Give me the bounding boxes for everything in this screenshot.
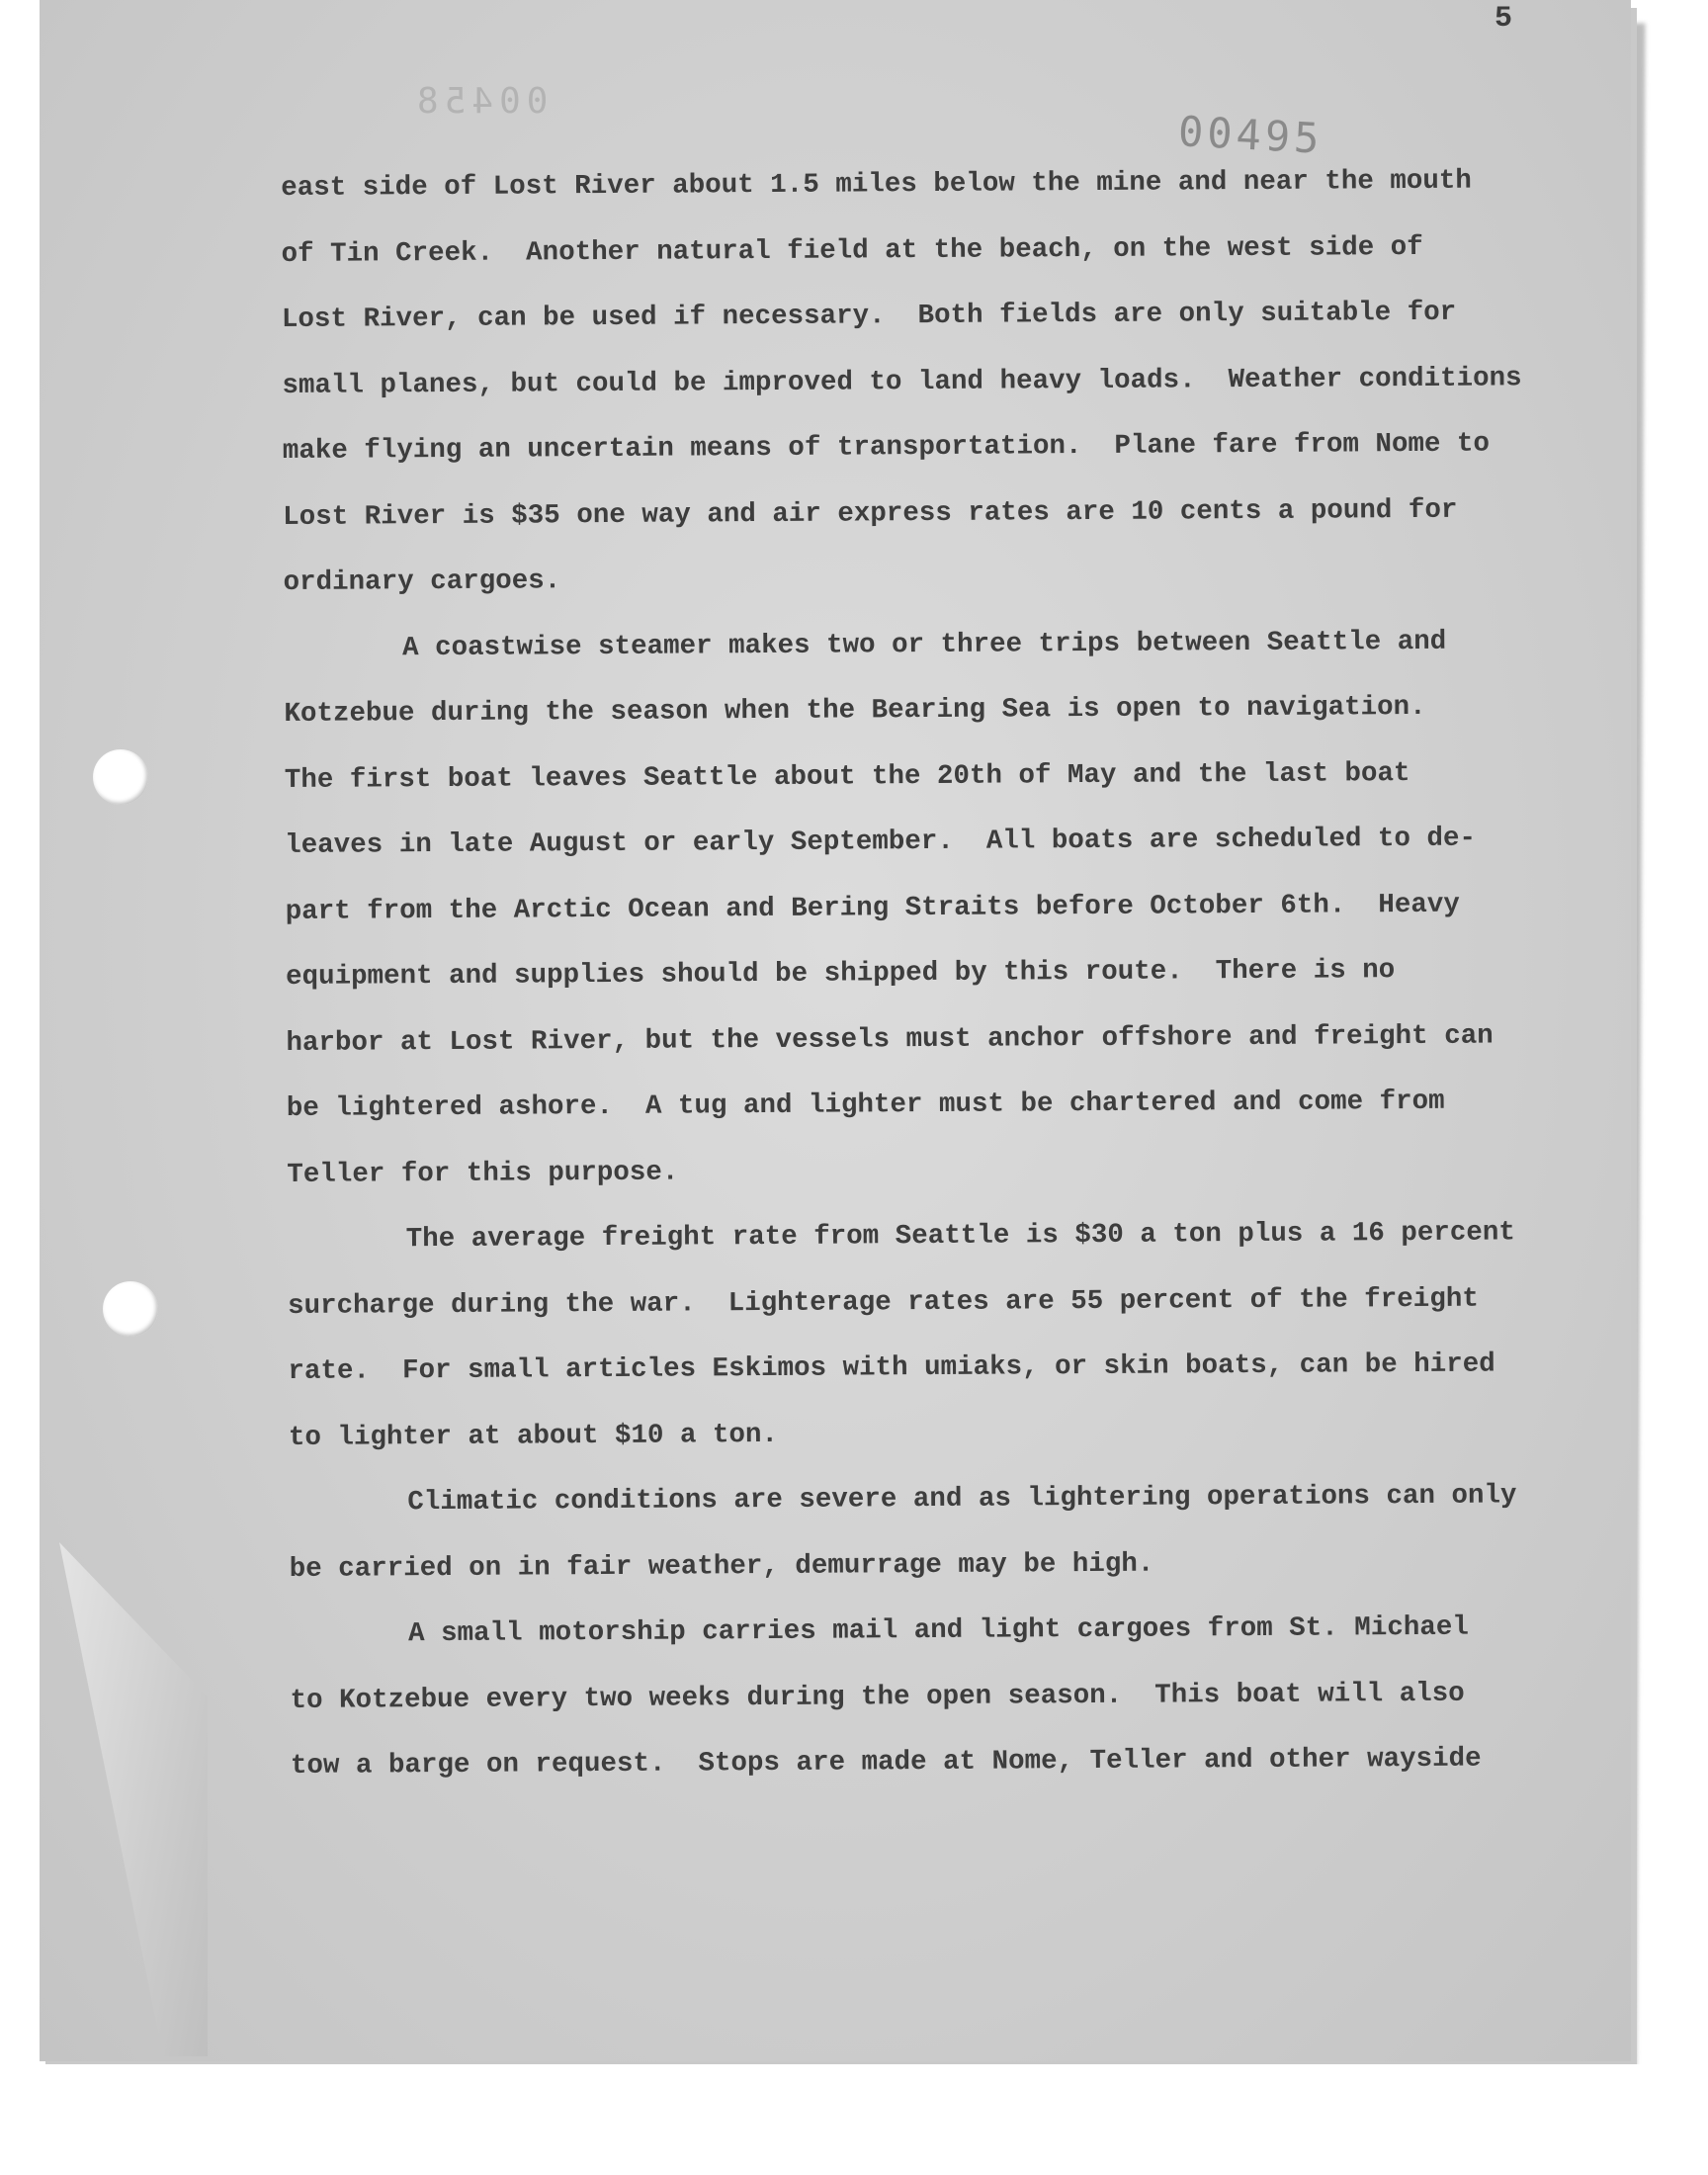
text-line: Lost River is $35 one way and air express rates are 10 cents a pound for xyxy=(283,494,1458,533)
text-line: be lightered ashore. A tug and lighter must be chartered and come from xyxy=(286,1086,1445,1124)
text-line: to Kotzebue every two weeks during the open season. This boat will also xyxy=(290,1678,1465,1716)
text-line: harbor at Lost River, but the vessels must anchor offshore and freight can xyxy=(286,1020,1494,1059)
text-line-paragraph-start: Climatic conditions are severe and as lightering operations can only xyxy=(407,1480,1517,1519)
text-line: ordinary cargoes. xyxy=(283,566,561,598)
text-line-paragraph-start: The average freight rate from Seattle is $30 a ton plus a 16 percent xyxy=(405,1217,1515,1256)
text-line: Kotzebue during the season when the Bearing Sea is open to navigation. xyxy=(284,691,1426,730)
text-line: surcharge during the war. Lighterage rates are 55 percent of the freight xyxy=(288,1283,1479,1322)
text-line: Teller for this purpose. xyxy=(287,1157,679,1190)
text-line: Lost River, can be used if necessary. Both fields are only suitable for xyxy=(281,297,1457,335)
text-line: rate. For small articles Eskimos with umiaks, or skin boats, can be hired xyxy=(288,1348,1495,1387)
punch-hole-upper xyxy=(93,749,148,805)
faint-mirrored-stamp: 00458 xyxy=(411,81,549,122)
typewritten-body xyxy=(281,148,1595,1800)
text-line: part from the Arctic Ocean and Bering Straits before October 6th. Heavy xyxy=(285,889,1460,927)
text-line: equipment and supplies should be shipped by this route. There is no xyxy=(285,955,1396,993)
text-line-paragraph-start: A coastwise steamer makes two or three trips between Seattle and xyxy=(401,626,1447,663)
text-line: small planes, but could be improved to land heavy loads. Weather conditions xyxy=(282,362,1522,401)
text-line: of Tin Creek. Another natural field at the beach, on the west side of xyxy=(281,231,1423,270)
text-line: tow a barge on request. Stops are made at Nome, Teller and other wayside xyxy=(290,1743,1482,1782)
text-line: to lighter at about $10 a ton. xyxy=(288,1419,779,1453)
archive-stamp-number: 00495 xyxy=(1176,107,1324,163)
text-line: be carried on in fair weather, demurrage may be high. xyxy=(289,1548,1154,1585)
text-line: The first boat leaves Seattle about the 20th of May and the last boat xyxy=(284,757,1410,796)
punch-hole-lower xyxy=(103,1281,158,1337)
scan-margin-bottom xyxy=(0,2064,1708,2175)
text-line: leaves in late August or early September. All boats are scheduled to de- xyxy=(285,823,1477,861)
text-line-paragraph-start: A small motorship carries mail and light cargoes from St. Michael xyxy=(408,1611,1469,1650)
page-number: 5 xyxy=(1494,2,1513,36)
text-line: east side of Lost River about 1.5 miles below the mine and near the mouth xyxy=(281,165,1472,204)
text-line: make flying an uncertain means of transportation. Plane fare from Nome to xyxy=(282,428,1491,467)
